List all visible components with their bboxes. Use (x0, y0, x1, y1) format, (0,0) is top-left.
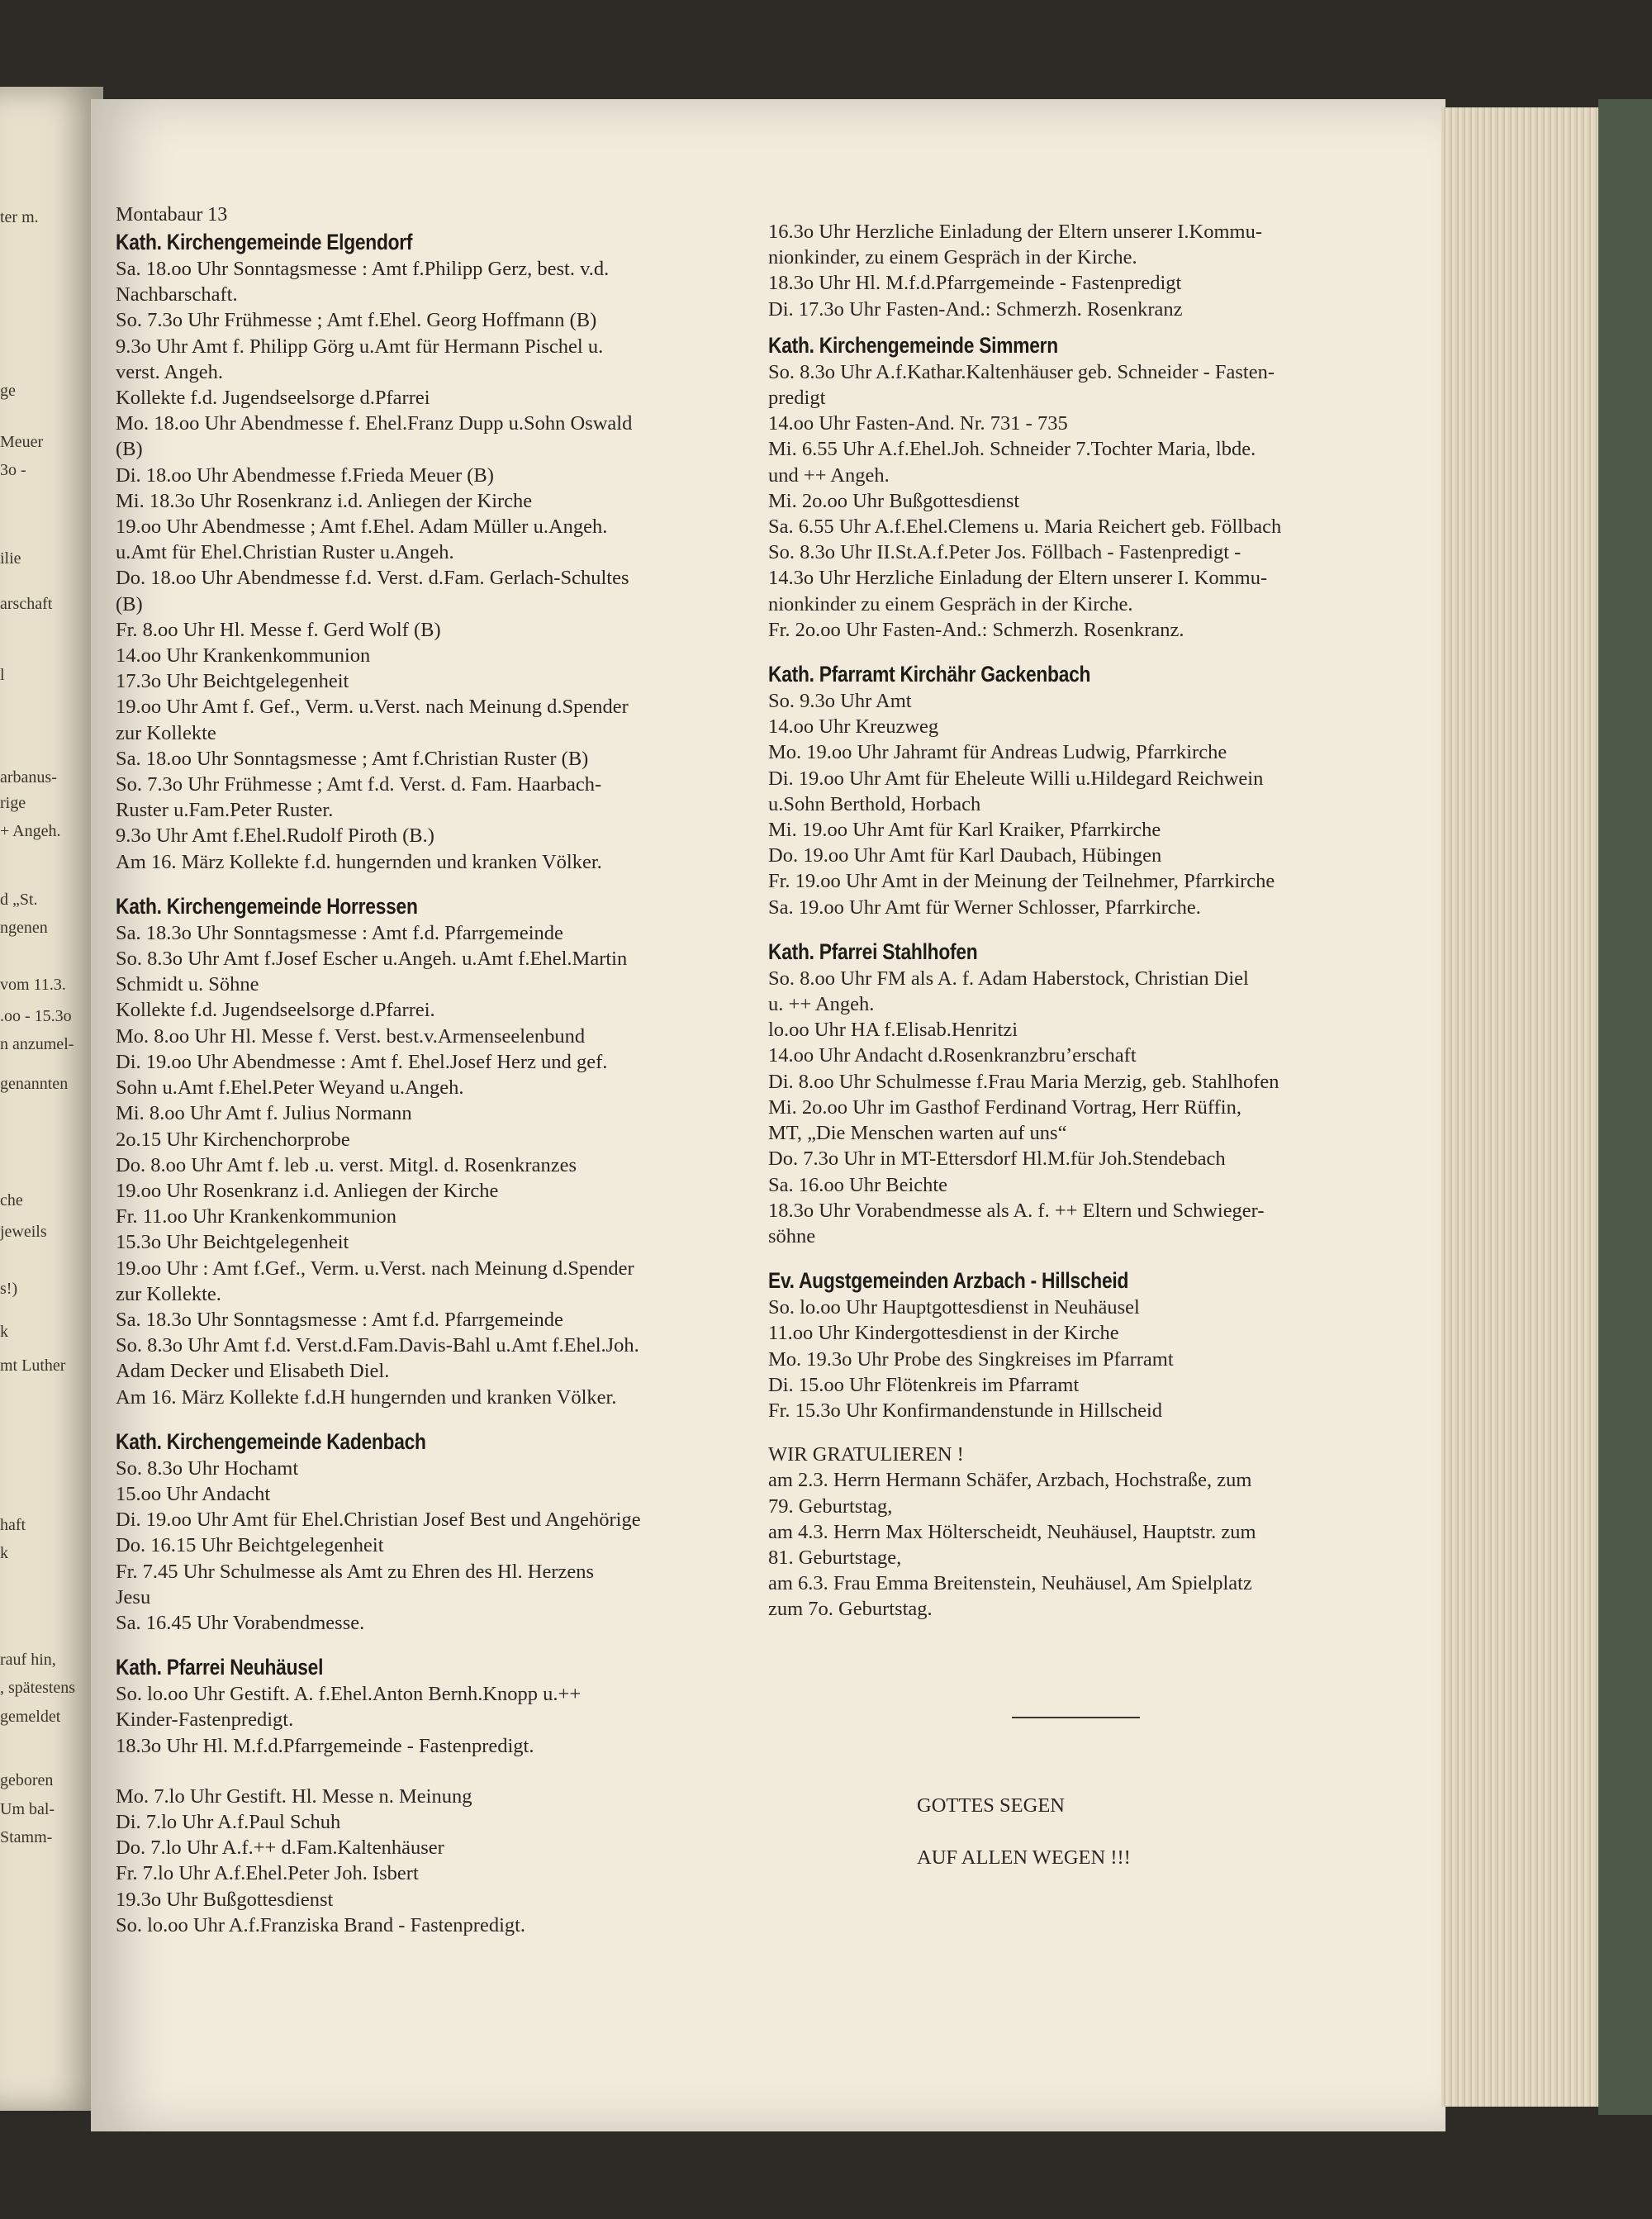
text-line: Do. 18.oo Uhr Abendmesse f.d. Verst. d.Fam. Gerlach-Schultes (116, 567, 629, 590)
text-line: So. lo.oo Uhr Gestift. A. f.Ehel.Anton Bernh.Knopp u.++ (116, 1683, 582, 1706)
text-line: So. 7.3o Uhr Frühmesse ; Amt f.d. Verst. d. Fam. Haarbach- (116, 773, 602, 796)
facing-page-fragment: .oo - 15.3o (0, 1006, 72, 1025)
congratulations-block (768, 1442, 1412, 1622)
running-head: Montabaur 13 (116, 204, 228, 226)
text-line: Do. 7.lo Uhr A.f.++ d.Fam.Kaltenhäuser (116, 1836, 444, 1860)
text-line: Fr. 7.45 Uhr Schulmesse als Amt zu Ehren des Hl. Herzens (116, 1560, 595, 1583)
text-line: (B) (116, 592, 143, 615)
text-line: nionkinder zu einem Gespräch in der Kirche. (768, 592, 1133, 615)
congratulation-line: 79. Geburtstag, (768, 1494, 893, 1518)
text-line: 15.3o Uhr Beichtgelegenheit (116, 1231, 349, 1254)
section-heading: Kath. Kirchengemeinde Elgendorf (116, 230, 413, 254)
congratulation-line: zum 7o. Geburtstag. (768, 1598, 933, 1621)
continued-notes (768, 219, 1412, 322)
facing-page-fragment: k (0, 1544, 8, 1562)
facing-page-fragment: vom 11.3. (0, 976, 66, 994)
text-line: So. 9.3o Uhr Amt (768, 690, 912, 713)
section-heading: Kath. Kirchengemeinde Kadenbach (116, 1428, 426, 1454)
text-line: Mo. 7.lo Uhr Gestift. Hl. Messe n. Meinung (116, 1784, 472, 1808)
text-line: Nachbarschaft. (116, 283, 238, 306)
section-heading: Kath. Kirchengemeinde Simmern (768, 332, 1058, 358)
text-line: So. 8.oo Uhr FM als A. f. Adam Haberstock, Christian Diel (768, 967, 1249, 990)
text-line: 14.3o Uhr Herzliche Einladung der Eltern unserer I. Kommu- (768, 567, 1268, 590)
text-line: Sa. 18.3o Uhr Sonntagsmesse : Amt f.d. Pfarrgemeinde (116, 921, 563, 944)
separator-rule (1012, 1717, 1140, 1718)
text-line: Mo. 19.3o Uhr Probe des Singkreises im Pfarramt (768, 1347, 1174, 1371)
text-line: Sa. 16.oo Uhr Beichte (768, 1173, 948, 1196)
congratulation-line: am 4.3. Herrn Max Hölterscheidt, Neuhäusel, Hauptstr. zum (768, 1520, 1256, 1543)
text-line: Schmidt u. Söhne (116, 973, 259, 996)
facing-page-fragment: geboren (0, 1771, 54, 1790)
facing-page-fragment: Um bal- (0, 1799, 55, 1818)
text-line: Sohn u.Amt f.Ehel.Peter Weyand u.Angeh. (116, 1076, 464, 1100)
facing-page-fragment: jeweils (0, 1223, 47, 1242)
facing-page-fragment: k (0, 1322, 8, 1341)
text-line: verst. Angeh. (116, 360, 223, 383)
text-line: Kinder-Fastenpredigt. (116, 1708, 294, 1732)
congratulation-line: am 2.3. Herrn Hermann Schäfer, Arzbach, Hochstraße, zum (768, 1469, 1252, 1492)
text-line: 2o.15 Uhr Kirchenchorprobe (116, 1128, 350, 1151)
text-line: 18.3o Uhr Hl. M.f.d.Pfarrgemeinde - Fastenpredigt (768, 272, 1182, 295)
parish-section (768, 1267, 1412, 1423)
text-line: nionkinder, zu einem Gespräch in der Kirche. (768, 246, 1137, 269)
text-line: So. 8.3o Uhr Amt f.Josef Escher u.Angeh. u.Amt f.Ehel.Martin (116, 948, 628, 971)
text-line: So. 7.3o Uhr Frühmesse ; Amt f.Ehel. Georg Hoffmann (B) (116, 309, 597, 332)
facing-page-fragment: gemeldet (0, 1707, 61, 1726)
text-line: söhne (768, 1224, 816, 1247)
right-column (768, 219, 1412, 1641)
parish-section (116, 893, 752, 1410)
text-line: 18.3o Uhr Vorabendmesse als A. f. ++ Eltern und Schwieger- (768, 1199, 1265, 1222)
section-heading: Kath. Kirchengemeinde Horressen (116, 893, 418, 919)
text-line: Di. 17.3o Uhr Fasten-And.: Schmerzh. Rosenkranz (768, 297, 1183, 321)
text-line: Mi. 18.3o Uhr Rosenkranz i.d. Anliegen der Kirche (116, 489, 533, 512)
text-line: Fr. 19.oo Uhr Amt in der Meinung der Teilnehmer, Pfarrkirche (768, 870, 1275, 893)
parish-section (768, 661, 1412, 920)
facing-page-fragment: arbanus- (0, 767, 57, 786)
congratulation-line: 81. Geburtstage, (768, 1546, 902, 1569)
text-line: 9.3o Uhr Amt f. Philipp Görg u.Amt für Hermann Pischel u. (116, 335, 604, 358)
parish-section (116, 1428, 752, 1636)
text-line: 19.oo Uhr : Amt f.Gef., Verm. u.Verst. nach Meinung d.Spender (116, 1257, 634, 1280)
text-line: Fr. 2o.oo Uhr Fasten-And.: Schmerzh. Rosenkranz. (768, 618, 1184, 641)
text-line: Di. 19.oo Uhr Abendmesse : Amt f. Ehel.Josef Herz und gef. (116, 1050, 608, 1073)
facing-page-fragment: genannten (0, 1075, 69, 1094)
text-line: Kollekte f.d. Jugendseelsorge d.Pfarrei. (116, 999, 435, 1022)
text-line: Sa. 18.oo Uhr Sonntagsmesse ; Amt f.Christian Ruster (B) (116, 747, 589, 770)
text-line: Fr. 8.oo Uhr Hl. Messe f. Gerd Wolf (B) (116, 618, 441, 641)
parish-section (768, 938, 1412, 1249)
text-line: Di. 7.lo Uhr A.f.Paul Schuh (116, 1810, 341, 1833)
text-line: So. lo.oo Uhr A.f.Franziska Brand - Fastenpredigt. (116, 1913, 526, 1936)
section-heading: Kath. Pfarrei Neuhäusel (116, 1655, 324, 1680)
text-line: 15.oo Uhr Andacht (116, 1482, 271, 1505)
facing-page-fragment: , spätestens (0, 1679, 76, 1698)
section-heading: Ev. Augstgemeinden Arzbach - Hillscheid (768, 1268, 1129, 1294)
text-line: 14.oo Uhr Fasten-And. Nr. 731 - 735 (768, 412, 1068, 435)
text-line: Di. 19.oo Uhr Amt für Ehel.Christian Josef Best und Angehörige (116, 1509, 641, 1532)
text-line: Mo. 18.oo Uhr Abendmesse f. Ehel.Franz Dupp u.Sohn Oswald (116, 412, 633, 435)
text-line: 18.3o Uhr Hl. M.f.d.Pfarrgemeinde - Fastenpredigt. (116, 1734, 534, 1757)
text-line: Mo. 19.oo Uhr Jahramt für Andreas Ludwig, Pfarrkirche (768, 741, 1227, 764)
text-line: 14.oo Uhr Kreuzweg (768, 715, 939, 739)
blessing-line-2: AUF ALLEN WEGEN !!! (917, 1846, 1131, 1869)
facing-page-fragment: ilie (0, 549, 21, 568)
page-edges (1441, 107, 1602, 2107)
text-line: Ruster u.Fam.Peter Ruster. (116, 799, 334, 822)
text-line: Mi. 2o.oo Uhr im Gasthof Ferdinand Vortrag, Herr Rüffin, (768, 1095, 1241, 1119)
text-line: Mi. 6.55 Uhr A.f.Ehel.Joh. Schneider 7.Tochter Maria, lbde. (768, 438, 1256, 461)
text-line: (B) (116, 438, 143, 461)
text-line: Sa. 6.55 Uhr A.f.Ehel.Clemens u. Maria Reichert geb. Föllbach (768, 516, 1282, 539)
text-line: So. 8.3o Uhr II.St.A.f.Peter Jos. Föllbach - Fastenpredigt - (768, 541, 1241, 564)
text-line: Di. 18.oo Uhr Abendmesse f.Frieda Meuer (B) (116, 463, 494, 487)
text-line: zur Kollekte (116, 721, 216, 744)
text-line: Mo. 8.oo Uhr Hl. Messe f. Verst. best.v.Armenseelenbund (116, 1024, 586, 1048)
text-line: Mi. 19.oo Uhr Amt für Karl Kraiker, Pfarrkirche (768, 819, 1161, 842)
text-line: Do. 8.oo Uhr Amt f. leb .u. verst. Mitgl. d. Rosenkranzes (116, 1153, 577, 1176)
facing-page-fragment: l (0, 666, 5, 685)
text-line: lo.oo Uhr HA f.Elisab.Henritzi (768, 1019, 1018, 1042)
text-line: Fr. 15.3o Uhr Konfirmandenstunde in Hillscheid (768, 1399, 1163, 1422)
text-line: Fr. 11.oo Uhr Krankenkommunion (116, 1205, 397, 1228)
text-line: Do. 16.15 Uhr Beichtgelegenheit (116, 1534, 384, 1557)
facing-page-fragment: arschaft (0, 595, 53, 614)
text-line: Sa. 18.3o Uhr Sonntagsmesse : Amt f.d. Pfarrgemeinde (116, 1308, 563, 1331)
text-line: Mi. 2o.oo Uhr Bußgottesdienst (768, 489, 1020, 512)
facing-page-fragment: Meuer (0, 432, 44, 451)
congratulations-title: WIR GRATULIEREN ! (768, 1443, 964, 1466)
facing-page-fragment: 3o - (0, 461, 26, 480)
text-line: Fr. 7.lo Uhr A.f.Ehel.Peter Joh. Isbert (116, 1862, 419, 1885)
facing-page-fragment: haft (0, 1515, 26, 1534)
text-line: Do. 19.oo Uhr Amt für Karl Daubach, Hübingen (768, 844, 1162, 867)
text-line: 19.oo Uhr Abendmesse ; Amt f.Ehel. Adam Müller u.Angeh. (116, 516, 608, 539)
facing-page-fragment: che (0, 1191, 23, 1210)
text-line: 17.3o Uhr Beichtgelegenheit (116, 670, 349, 693)
text-line: u.Sohn Berthold, Horbach (768, 792, 981, 815)
facing-page-edge (0, 87, 103, 2111)
left-column (116, 202, 752, 1956)
text-line: Sa. 16.45 Uhr Vorabendmesse. (116, 1611, 365, 1634)
text-line: Sa. 19.oo Uhr Amt für Werner Schlosser, Pfarrkirche. (768, 896, 1201, 919)
text-line: Mi. 8.oo Uhr Amt f. Julius Normann (116, 1102, 412, 1125)
text-line: Jesu (116, 1585, 151, 1608)
facing-page-fragment: rauf hin, (0, 1651, 56, 1669)
text-line: 19.oo Uhr Amt f. Gef., Verm. u.Verst. nach Meinung d.Spender (116, 696, 629, 719)
text-line: Di. 19.oo Uhr Amt für Eheleute Willi u.Hildegard Reichwein (768, 767, 1264, 790)
text-line: 9.3o Uhr Amt f.Ehel.Rudolf Piroth (B.) (116, 824, 434, 848)
text-line: 14.oo Uhr Andacht d.Rosenkranzbru’erschaft (768, 1044, 1137, 1067)
book-cover (1598, 99, 1652, 2115)
text-line: und ++ Angeh. (768, 463, 890, 487)
text-line: So. 8.3o Uhr A.f.Kathar.Kaltenhäuser geb. Schneider - Fasten- (768, 360, 1275, 383)
facing-page-fragment: Stamm- (0, 1828, 53, 1846)
facing-page-fragment: mt Luther (0, 1356, 66, 1375)
text-line: So. 8.3o Uhr Hochamt (116, 1456, 299, 1480)
text-line: Kollekte f.d. Jugendseelsorge d.Pfarrei (116, 387, 430, 410)
text-line: Di. 15.oo Uhr Flötenkreis im Pfarramt (768, 1373, 1080, 1396)
text-line: So. lo.oo Uhr Hauptgottesdienst in Neuhäusel (768, 1296, 1140, 1319)
text-line: Sa. 18.oo Uhr Sonntagsmesse : Amt f.Philipp Gerz, best. v.d. (116, 258, 610, 280)
text-line: u.Amt für Ehel.Christian Ruster u.Angeh. (116, 541, 454, 564)
text-line: 19.oo Uhr Rosenkranz i.d. Anliegen der Kirche (116, 1179, 499, 1202)
text-line: So. 8.3o Uhr Amt f.d. Verst.d.Fam.Davis-Bahl u.Amt f.Ehel.Joh. (116, 1334, 639, 1357)
text-line: Adam Decker und Elisabeth Diel. (116, 1360, 390, 1383)
text-line: zur Kollekte. (116, 1282, 221, 1305)
parish-section (116, 229, 752, 875)
facing-page-fragment: s!) (0, 1280, 18, 1299)
congratulation-line: am 6.3. Frau Emma Breitenstein, Neuhäusel, Am Spielplatz (768, 1572, 1252, 1595)
text-line: Am 16. März Kollekte f.d. hungernden und kranken Völker. (116, 850, 602, 873)
text-line: u. ++ Angeh. (768, 993, 875, 1016)
facing-page-fragment: ge (0, 382, 16, 401)
text-line: Di. 8.oo Uhr Schulmesse f.Frau Maria Merzig, geb. Stahlhofen (768, 1070, 1279, 1093)
parish-section (116, 1654, 752, 1938)
facing-page-fragment: ter m. (0, 208, 39, 227)
facing-page-fragment: ngenen (0, 919, 48, 938)
section-heading: Kath. Pfarrei Stahlhofen (768, 938, 978, 964)
text-line: 11.oo Uhr Kindergottesdienst in der Kirche (768, 1322, 1119, 1345)
text-line: Do. 7.3o Uhr in MT-Ettersdorf Hl.M.für Joh.Stendebach (768, 1148, 1226, 1171)
text-line: 16.3o Uhr Herzliche Einladung der Eltern unserer I.Kommu- (768, 221, 1263, 243)
blessing-line-1: GOTTES SEGEN (917, 1794, 1065, 1817)
text-line: 19.3o Uhr Bußgottesdienst (116, 1888, 334, 1911)
section-heading: Kath. Pfarramt Kirchähr Gackenbach (768, 662, 1091, 687)
text-line: 14.oo Uhr Krankenkommunion (116, 644, 371, 668)
facing-page-fragment: n anzumel- (0, 1035, 74, 1054)
text-line: Am 16. März Kollekte f.d.H hungernden und kranken Völker. (116, 1385, 617, 1409)
spacer (116, 1759, 752, 1784)
facing-page-fragment: rige (0, 793, 26, 812)
facing-page-fragment: + Angeh. (0, 822, 61, 841)
parish-section (768, 332, 1412, 643)
text-line: MT, „Die Menschen warten auf uns“ (768, 1122, 1067, 1145)
facing-page-fragment: d „St. (0, 890, 38, 909)
text-line: predigt (768, 387, 826, 410)
